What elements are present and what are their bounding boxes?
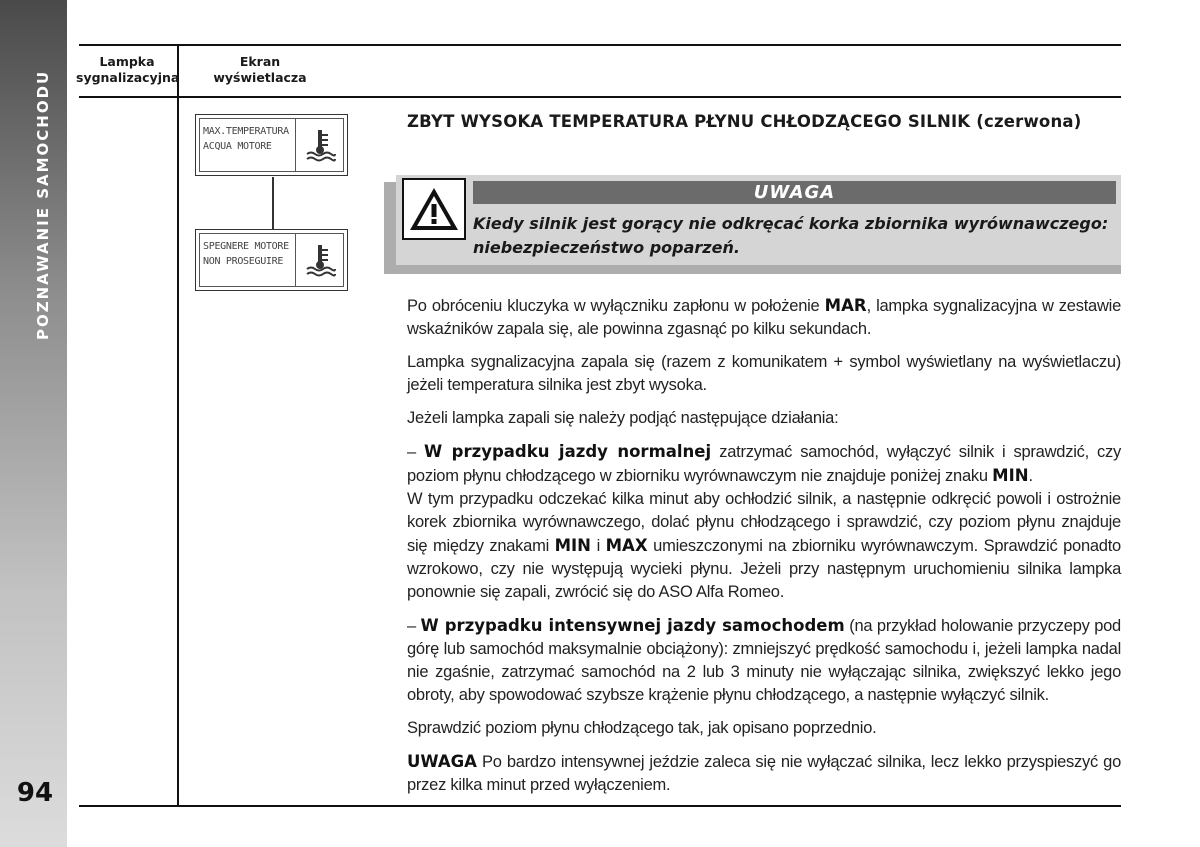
- coolant-temperature-icon: [295, 119, 343, 171]
- paragraph-check-level: Sprawdzić poziom płynu chłodzącego tak, jak opisano poprzednio.: [407, 719, 877, 737]
- text-run: , lampka sygnalizacyjna w zestawie wskaźników zapala się, ale powinna zgasnąć po kilku sekundach.: [407, 297, 1121, 338]
- text-bold: UWAGA: [407, 752, 477, 771]
- text-run: Po obróceniu kluczyka w wyłączniku zapłonu w położenie: [407, 297, 825, 315]
- display-line2: ACQUA MOTORE: [203, 141, 272, 152]
- text-run: Po bardzo intensywnej jeździe zaleca się nie wyłączać silnika, lecz lekko przyspieszyć go przez kilka minut przed wyłączeniem.: [407, 753, 1121, 794]
- text-bold: MAR: [824, 296, 867, 315]
- column-header-display-line2: wyświetlacza: [213, 70, 307, 85]
- text-run: zatrzymać samochód, wyłączyć silnik i sprawdzić, czy poziom płynu chłodzącego w zbiorniku wyrównawczym nie znajduje poniżej znaku: [407, 443, 1122, 485]
- column-header-display: [212, 54, 308, 86]
- paragraph-note: [396, 750, 1121, 797]
- display-message: [200, 119, 295, 171]
- column-header-display-line1: Ekran: [239, 54, 281, 69]
- text-bold: MIN: [992, 466, 1029, 485]
- display-screen-stop-engine: [195, 229, 348, 291]
- column-divider: [177, 44, 179, 806]
- paragraph-lamp-on: Lampka sygnalizacyjna zapala się (razem z komunikatem + symbol wyświetlany na wyświetlaczu) jeżeli temperatura silnika jest zbyt wysoka.: [407, 353, 1121, 394]
- display-message: [200, 234, 295, 286]
- text-run: –: [407, 617, 421, 635]
- column-header-indicator: [76, 54, 178, 86]
- warning-text: Kiedy silnik jest gorący nie odkręcać korka zbiornika wyrównawczego: niebezpieczeństwo poparzeń.: [473, 214, 1109, 257]
- warning-title: UWAGA: [473, 181, 1116, 204]
- text-run: i: [591, 537, 606, 555]
- top-rule: [79, 44, 1121, 46]
- text-run: –: [407, 443, 424, 461]
- warning-triangle-icon: [402, 178, 466, 240]
- text-bold: W przypadku intensywnej jazdy samochodem: [420, 616, 845, 635]
- display-connector-line: [272, 177, 274, 230]
- body-text: [396, 294, 1121, 807]
- column-header-indicator-line1: Lampka: [99, 54, 155, 69]
- text-bold: MIN: [554, 536, 591, 555]
- paragraph-normal-driving: [396, 440, 1121, 488]
- header-rule: [79, 96, 1121, 98]
- paragraph-intensive-driving: [396, 614, 1121, 707]
- text-run: .: [1028, 467, 1033, 485]
- text-run: umieszczonymi na zbiorniku wyrównawczym. Sprawdzić ponadto wzrokowo, czy nie występują wycieki płynu. Jeżeli przy następnym uruchomieniu silnika lampka ponownie się zapali, zwrócić się do ASO Alfa Romeo.: [407, 537, 1121, 601]
- paragraph-ignition: [396, 294, 1121, 341]
- page-number: 94: [16, 778, 54, 808]
- coolant-temperature-icon: [295, 234, 343, 286]
- column-header-indicator-line2: sygnalizacyjna: [76, 70, 180, 85]
- display-line2: NON PROSEGUIRE: [203, 256, 284, 267]
- paragraph-cool-down: [396, 488, 1121, 604]
- paragraph-actions: Jeżeli lampka zapali się należy podjąć następujące działania:: [407, 409, 839, 427]
- text-run: W tym przypadku odczekać kilka minut aby ochłodzić silnik, a następnie odkręcić powoli i ostrożnie korek zbiornika wyrównawczego, dolać płynu chłodzącego i sprawdzić, czy poziom płynu znajduje się między znakami: [407, 490, 1121, 555]
- display-line1: MAX.TEMPERATURA: [203, 126, 289, 137]
- display-screen-max-temperature: [195, 114, 348, 176]
- text-bold: MAX: [605, 536, 648, 555]
- section-title: POZNAWANIE SAMOCHODU: [34, 69, 52, 340]
- text-run: (na przykład holowanie przyczepy pod górę lub samochód maksymalnie obciążony): zmniejszyć prędkość samochodu i, jeżeli lampka nadal nie zgaśnie, zatrzymać samochód na 2 lub 3 minuty nie wyłączając silnika, zwiększyć lekko jego obroty, aby spowodować szybsze krążenie płynu chłodzącego, a następnie wyłączyć silnik.: [407, 617, 1121, 704]
- text-bold: W przypadku jazdy normalnej: [424, 442, 712, 461]
- section-heading: ZBYT WYSOKA TEMPERATURA PŁYNU CHŁODZĄCEGO SILNIK (czerwona): [407, 112, 1082, 131]
- display-line1: SPEGNERE MOTORE: [203, 241, 289, 252]
